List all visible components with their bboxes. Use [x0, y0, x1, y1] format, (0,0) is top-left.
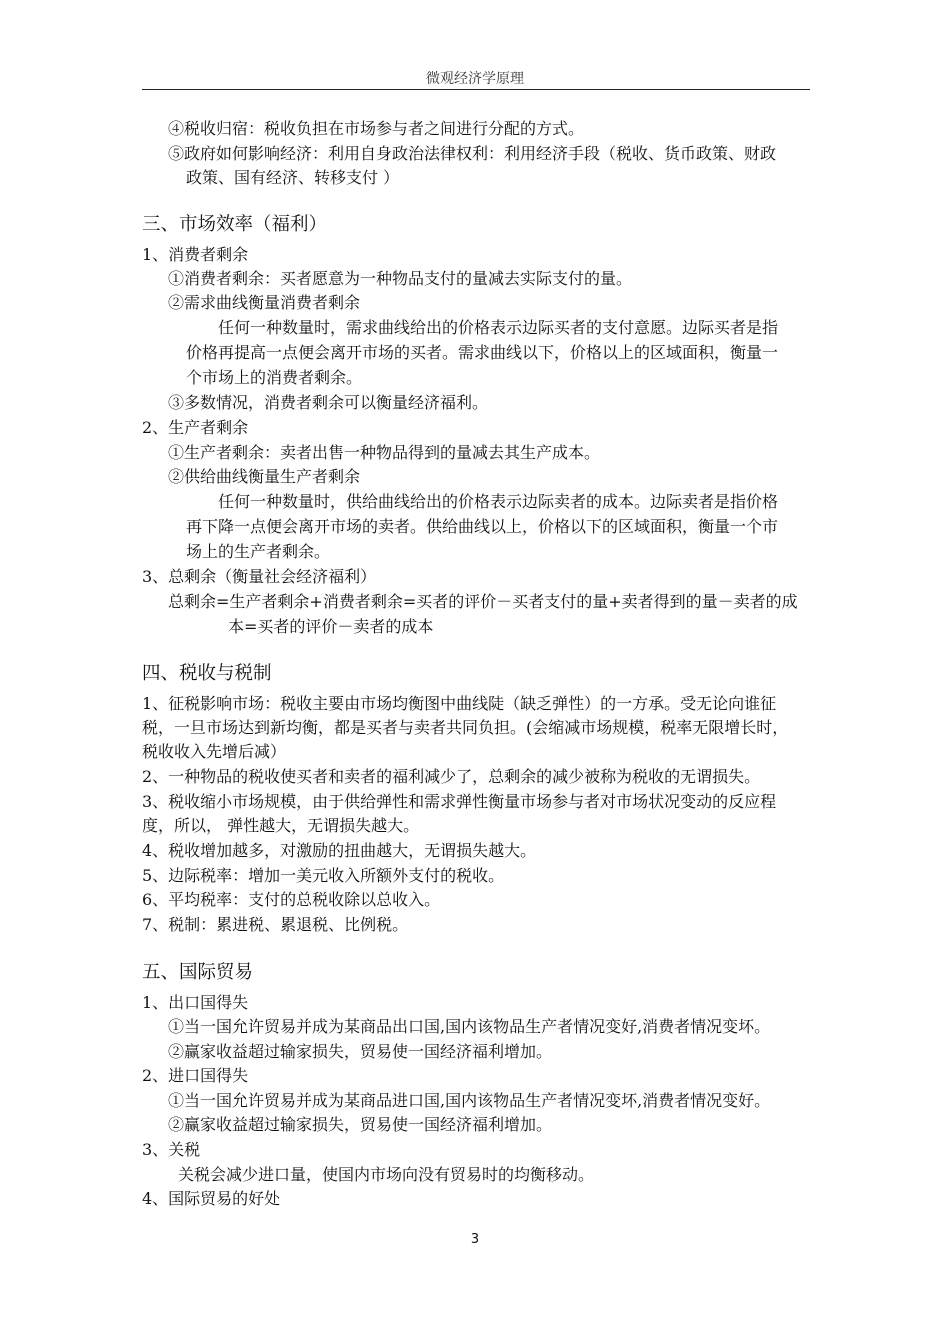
text-line: 3、总剩余（衡量社会经济福利） — [142, 567, 377, 586]
text-line: 任何一种数量时，需求曲线给出的价格表示边际买者的支付意愿。边际买者是指 — [218, 318, 779, 337]
text-line: ①当一国允许贸易并成为某商品进口国,国内该物品生产者情况变坏,消费者情况变好。 — [168, 1091, 771, 1110]
section-heading: 四、税收与税制 — [142, 663, 272, 684]
section-heading: 五、国际贸易 — [142, 962, 254, 983]
text-line: ②需求曲线衡量消费者剩余 — [168, 293, 361, 312]
text-line: 2、一种物品的税收使买者和卖者的福利减少了，总剩余的减少被称为税收的无谓损失。 — [142, 767, 761, 786]
text-line: 1、出口国得失 — [142, 993, 249, 1012]
text-line: 4、税收增加越多，对激励的扭曲越大，无谓损失越大。 — [142, 841, 537, 860]
text-line: 再下降一点便会离开市场的卖者。供给曲线以上，价格以下的区域面积，衡量一个市 — [186, 517, 779, 536]
text-line: 本=买者的评价－卖者的成本 — [228, 617, 434, 636]
text-line: ④税收归宿：税收负担在市场参与者之间进行分配的方式。 — [168, 119, 585, 138]
text-line: 价格再提高一点便会离开市场的买者。需求曲线以下，价格以上的区域面积，衡量一 — [186, 343, 779, 362]
text-line: ②赢家收益超过输家损失，贸易使一国经济福利增加。 — [168, 1115, 553, 1134]
text-line: 2、生产者剩余 — [142, 418, 249, 437]
text-line: 3、关税 — [142, 1140, 201, 1159]
text-line: ①消费者剩余：买者愿意为一种物品支付的量减去实际支付的量。 — [168, 269, 633, 288]
page-number: 3 — [470, 1232, 480, 1247]
text-line: ①当一国允许贸易并成为某商品出口国,国内该物品生产者情况变好,消费者情况变坏。 — [168, 1017, 771, 1036]
text-line: 5、边际税率：增加一美元收入所额外支付的税收。 — [142, 866, 505, 885]
text-line: ⑤政府如何影响经济：利用自身政治法律权利：利用经济手段（税收、货币政策、财政 — [168, 144, 777, 163]
text-line: 关税会减少进口量，使国内市场向没有贸易时的均衡移动。 — [178, 1165, 595, 1184]
text-line: 个市场上的消费者剩余。 — [186, 368, 363, 387]
text-line: 2、进口国得失 — [142, 1066, 249, 1085]
text-line: 1、征税影响市场：税收主要由市场均衡图中曲线陡（缺乏弹性）的一方承。受无论向谁征 — [142, 694, 777, 713]
text-line: 政策、国有经济、转移支付 ） — [186, 168, 400, 187]
text-line: 4、国际贸易的好处 — [142, 1189, 281, 1208]
text-line: ②供给曲线衡量生产者剩余 — [168, 467, 361, 486]
text-line: 总剩余=生产者剩余+消费者剩余=买者的评价－买者支付的量+卖者得到的量－卖者的成 — [168, 592, 798, 611]
text-line: 税，一旦市场达到新均衡，都是买者与卖者共同负担。(会缩减市场规模，税率无限增长时， — [142, 718, 789, 737]
text-line: 3、税收缩小市场规模，由于供给弹性和需求弹性衡量市场参与者对市场状况变动的反应程 — [142, 792, 777, 811]
text-line: 税收收入先增后减） — [142, 742, 287, 761]
running-header: 微观经济学原理 — [426, 71, 524, 87]
text-line: 任何一种数量时，供给曲线给出的价格表示边际卖者的成本。边际卖者是指价格 — [218, 492, 779, 511]
text-line: ①生产者剩余：卖者出售一种物品得到的量减去其生产成本。 — [168, 443, 601, 462]
text-line: 1、消费者剩余 — [142, 245, 249, 264]
text-line: 6、平均税率：支付的总税收除以总收入。 — [142, 890, 441, 909]
text-line: 度，所以， 弹性越大，无谓损失越大。 — [142, 816, 420, 835]
text-line: 场上的生产者剩余。 — [186, 542, 331, 561]
text-line: ③多数情况，消费者剩余可以衡量经济福利。 — [168, 393, 489, 412]
text-line: 7、税制：累进税、累退税、比例税。 — [142, 915, 409, 934]
section-heading: 三、市场效率（福利） — [142, 214, 328, 235]
text-line: ②赢家收益超过输家损失，贸易使一国经济福利增加。 — [168, 1042, 553, 1061]
header-rule — [142, 89, 810, 90]
